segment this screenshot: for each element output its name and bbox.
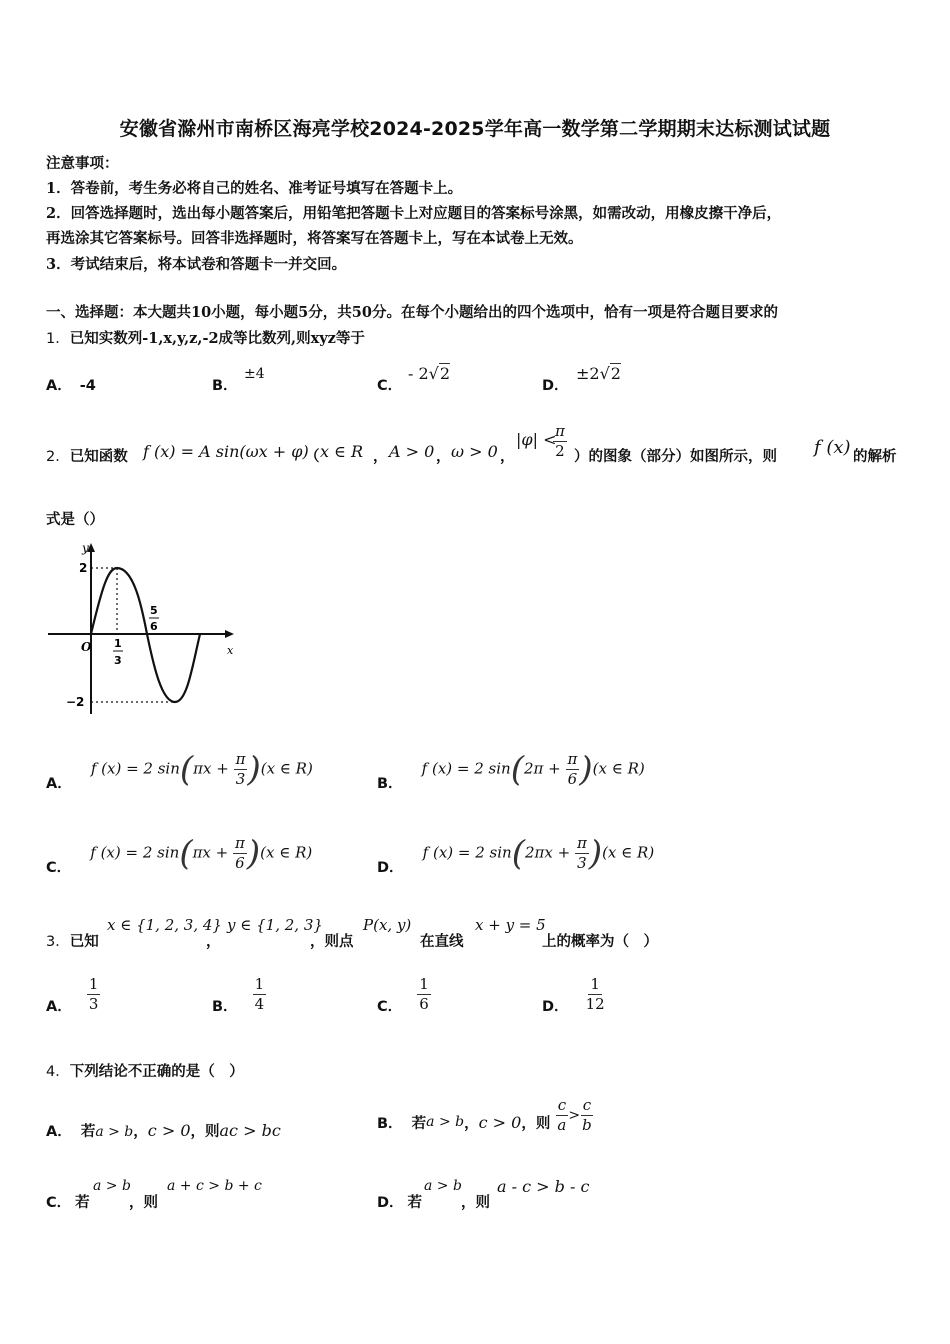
fraction — [553, 422, 567, 461]
condition-1: a > b — [95, 1124, 134, 1140]
question-4 — [46, 1060, 244, 1081]
denominator: 6 — [419, 995, 429, 1013]
if-word: 若 — [75, 1194, 90, 1211]
option-label: C． — [377, 999, 403, 1015]
if-word: 若 — [411, 1114, 427, 1132]
formula-domain: (x ∈ R) — [592, 759, 645, 778]
question-number: 4． — [46, 1064, 70, 1080]
question-number: 3． — [46, 934, 70, 950]
q4-option-d-condition: a > b — [424, 1178, 462, 1194]
formula-domain: (x ∈ R) — [602, 843, 655, 862]
q2-sep-3: ， — [500, 448, 515, 465]
q2-paren: （ — [305, 448, 320, 465]
formula-prefix: f (x) = 2 sin — [421, 759, 511, 778]
fraction — [584, 975, 607, 1014]
q2-option-c — [46, 830, 312, 877]
q3-text-1: 已知 — [69, 933, 99, 950]
denominator: a — [557, 1115, 567, 1134]
denominator: 3 — [235, 770, 246, 788]
origin-label: O — [81, 640, 92, 654]
q4-option-a — [46, 1120, 281, 1141]
q2-domain: x ∈ R — [320, 442, 364, 461]
q3-comma: ， — [206, 933, 221, 950]
denominator: b — [582, 1115, 592, 1134]
notice-item-1: 1．答卷前，考生务必将自己的姓名、准考证号填写在答题卡上。 — [46, 180, 463, 197]
fraction — [87, 975, 101, 1014]
option-label: B． — [212, 999, 238, 1015]
x2-denominator: 6 — [150, 620, 158, 633]
fraction-left — [555, 1096, 568, 1135]
option-label: A． — [46, 378, 72, 394]
q3-option-a — [46, 973, 100, 1016]
x1-denominator: 3 — [114, 654, 122, 667]
question-3-line — [46, 930, 99, 951]
numerator: c — [582, 1096, 592, 1114]
q4-option-c-then: ，则 — [129, 1194, 158, 1211]
q2-option-a — [46, 746, 313, 793]
q3-point: P(x, y) — [363, 916, 412, 934]
q2-text-3: ）的图象（部分）如图所示，则 — [574, 448, 777, 465]
q2-text-4: 的解析 — [853, 448, 897, 465]
numerator: π — [555, 422, 565, 440]
y-max-label: 2 — [79, 561, 88, 575]
greater-than: > — [568, 1107, 581, 1124]
right-paren-icon: ) — [247, 749, 261, 790]
q4-option-d-label — [377, 1191, 422, 1212]
then-word: ，则 — [521, 1114, 551, 1132]
condition-2: c > 0 — [147, 1121, 191, 1140]
option-label: A． — [46, 1124, 72, 1140]
q2-cond-phi: |φ| < — [516, 430, 557, 449]
page-title: 安徽省滁州市南桥区海亮学校2024-2025学年高一数学第二学期期末达标测试试题 — [119, 118, 831, 140]
coefficient: ±2 — [576, 364, 600, 383]
formula-prefix: f (x) = 2 sin — [422, 843, 512, 862]
option-label: C． — [377, 378, 403, 394]
q3-text-2: ，则点 — [310, 933, 354, 950]
option-formula — [91, 750, 313, 789]
q3-text-3: 在直线 — [420, 933, 464, 950]
q2-option-b — [377, 746, 645, 793]
numerator: 1 — [88, 975, 99, 994]
numerator: c — [557, 1096, 567, 1114]
option-label: D． — [377, 1195, 404, 1211]
q1-option-b-value: ±4 — [244, 366, 265, 382]
notice-item-3: 3．考试结束后，将本试卷和答题卡一并交回。 — [46, 256, 347, 273]
q4-option-c-label — [46, 1191, 90, 1212]
if-word: 若 — [80, 1123, 96, 1140]
denominator: 2 — [555, 441, 565, 460]
formula-domain: (x ∈ R) — [260, 759, 313, 778]
question-2-line — [46, 445, 128, 466]
numerator: π — [576, 834, 587, 853]
coefficient: - 2 — [408, 364, 429, 383]
formula-prefix: f (x) = 2 sin — [90, 843, 180, 862]
numerator: 1 — [419, 975, 429, 994]
q3-option-c — [377, 973, 431, 1016]
denominator: 3 — [577, 854, 587, 872]
denominator: 12 — [585, 995, 605, 1013]
option-label: D． — [542, 378, 569, 394]
q1-option-d — [542, 374, 569, 395]
question-stem: 下列结论不正确的是（ ） — [69, 1063, 244, 1080]
option-label: D． — [377, 860, 404, 876]
option-label: D． — [542, 999, 569, 1015]
comma: ， — [133, 1123, 148, 1140]
numerator: 1 — [590, 975, 600, 994]
option-label: B． — [212, 378, 238, 394]
option-label: B． — [377, 1115, 403, 1132]
x-axis-label: x — [227, 644, 234, 657]
q3-set-x: x ∈ {1, 2, 3, 4} — [107, 916, 222, 934]
q2-cond-w: ω > 0 — [451, 442, 498, 461]
left-paren-icon: ( — [510, 749, 524, 790]
question-stem: 已知实数列-1,x,y,z,-2成等比数列,则xyz等于 — [69, 330, 365, 347]
fraction — [233, 834, 247, 873]
notice-heading: 注意事项： — [46, 155, 119, 172]
comma: ， — [464, 1114, 479, 1132]
option-formula — [90, 834, 312, 873]
q2-option-d — [377, 830, 654, 877]
q1-option-c-value — [408, 364, 450, 383]
section-heading: 一、选择题：本大题共10小题，每小题5分，共50分。在每个小题给出的四个选项中，恰有一项是符合题目要求的 — [46, 304, 778, 321]
q2-fx: f (x) — [814, 437, 851, 458]
q3-text-4: 上的概率为（ ） — [542, 933, 658, 950]
option-formula — [423, 834, 655, 873]
then-word: ，则 — [190, 1123, 220, 1140]
condition-2: c > 0 — [478, 1112, 522, 1132]
sqrt-sign-icon: √ — [428, 364, 439, 383]
y-min-label: −2 — [66, 695, 85, 709]
option-label: C． — [46, 860, 72, 876]
q3-line: x + y = 5 — [475, 916, 546, 934]
question-number: 1． — [46, 331, 70, 347]
right-paren-icon: ) — [579, 749, 593, 790]
radicand: 2 — [439, 364, 451, 383]
q2-text-1: 已知函数 — [69, 448, 128, 465]
left-paren-icon: ( — [511, 833, 525, 874]
question-1 — [46, 327, 365, 348]
question-number: 2． — [46, 449, 70, 465]
denominator: 3 — [88, 995, 99, 1013]
notice-item-2: 2．回答选择题时，选出每小题答案后，用铅笔把答题卡上对应题目的答案标号涂黑，如需改动，用橡皮擦干净后， — [46, 205, 782, 222]
conclusion: ac > bc — [219, 1121, 281, 1140]
formula-inner: πx + — [193, 759, 229, 778]
option-formula — [422, 750, 645, 789]
x1-numerator: 1 — [114, 637, 122, 650]
q2-cond-a: A > 0 — [389, 442, 435, 461]
q4-option-d-then: ，则 — [461, 1194, 490, 1211]
denominator: 4 — [254, 995, 265, 1013]
q1-option-a — [46, 374, 96, 395]
q2-sep: ， — [373, 448, 388, 465]
left-paren-icon: ( — [179, 833, 193, 874]
q2-pi-over-2 — [553, 422, 567, 461]
if-word: 若 — [407, 1194, 423, 1211]
formula-prefix: f (x) = 2 sin — [90, 759, 180, 778]
numerator: π — [235, 834, 245, 853]
fraction — [566, 750, 580, 789]
numerator: π — [567, 750, 578, 769]
option-label: B． — [377, 776, 403, 792]
fraction-right — [580, 1096, 594, 1135]
sine-graph — [44, 538, 244, 718]
notice-item-2-cont: 再选涂其它答案标号。回答非选择题时，将答案写在答题卡上，写在本试卷上无效。 — [46, 230, 583, 247]
formula-inner: 2π + — [523, 759, 561, 778]
sqrt-sign-icon: √ — [599, 364, 610, 383]
q2-function: f (x) = A sin(ωx + φ) — [143, 442, 309, 461]
x2-numerator: 5 — [150, 604, 158, 617]
numerator: 1 — [254, 975, 265, 994]
q3-set-y: y ∈ {1, 2, 3} — [227, 916, 323, 934]
y-axis-label: y — [82, 541, 89, 555]
fraction — [234, 750, 248, 789]
q3-option-d — [542, 973, 607, 1016]
x-axis-arrow-icon — [225, 630, 234, 638]
q1-option-b — [212, 374, 238, 395]
q3-option-b — [212, 973, 266, 1016]
condition-1: a > b — [426, 1114, 465, 1131]
formula-inner: πx + — [192, 843, 229, 862]
numerator: π — [235, 750, 246, 769]
radicand: 2 — [610, 364, 621, 383]
formula-domain: (x ∈ R) — [260, 843, 313, 862]
right-paren-icon: ) — [246, 833, 261, 874]
q4-option-c-conclusion: a + c > b + c — [167, 1178, 262, 1194]
q2-sep-2: ， — [436, 448, 451, 465]
fraction — [417, 975, 431, 1014]
option-label: C． — [46, 1195, 72, 1211]
formula-inner: 2πx + — [524, 843, 571, 862]
q1-option-c — [377, 374, 402, 395]
q4-option-c-condition: a > b — [93, 1178, 131, 1194]
q4-option-d-conclusion: a - c > b - c — [497, 1177, 590, 1196]
q2-text-5: 式是（） — [46, 511, 104, 528]
left-paren-icon: ( — [179, 749, 194, 790]
denominator: 6 — [235, 854, 245, 872]
option-value: -4 — [79, 378, 96, 394]
fraction — [253, 975, 267, 1014]
right-paren-icon: ) — [588, 833, 603, 874]
fraction — [575, 834, 589, 873]
q4-option-b — [377, 1096, 594, 1135]
q1-option-d-value — [576, 364, 621, 383]
option-label: A． — [46, 999, 72, 1015]
option-label: A． — [46, 776, 72, 792]
denominator: 6 — [567, 770, 578, 788]
